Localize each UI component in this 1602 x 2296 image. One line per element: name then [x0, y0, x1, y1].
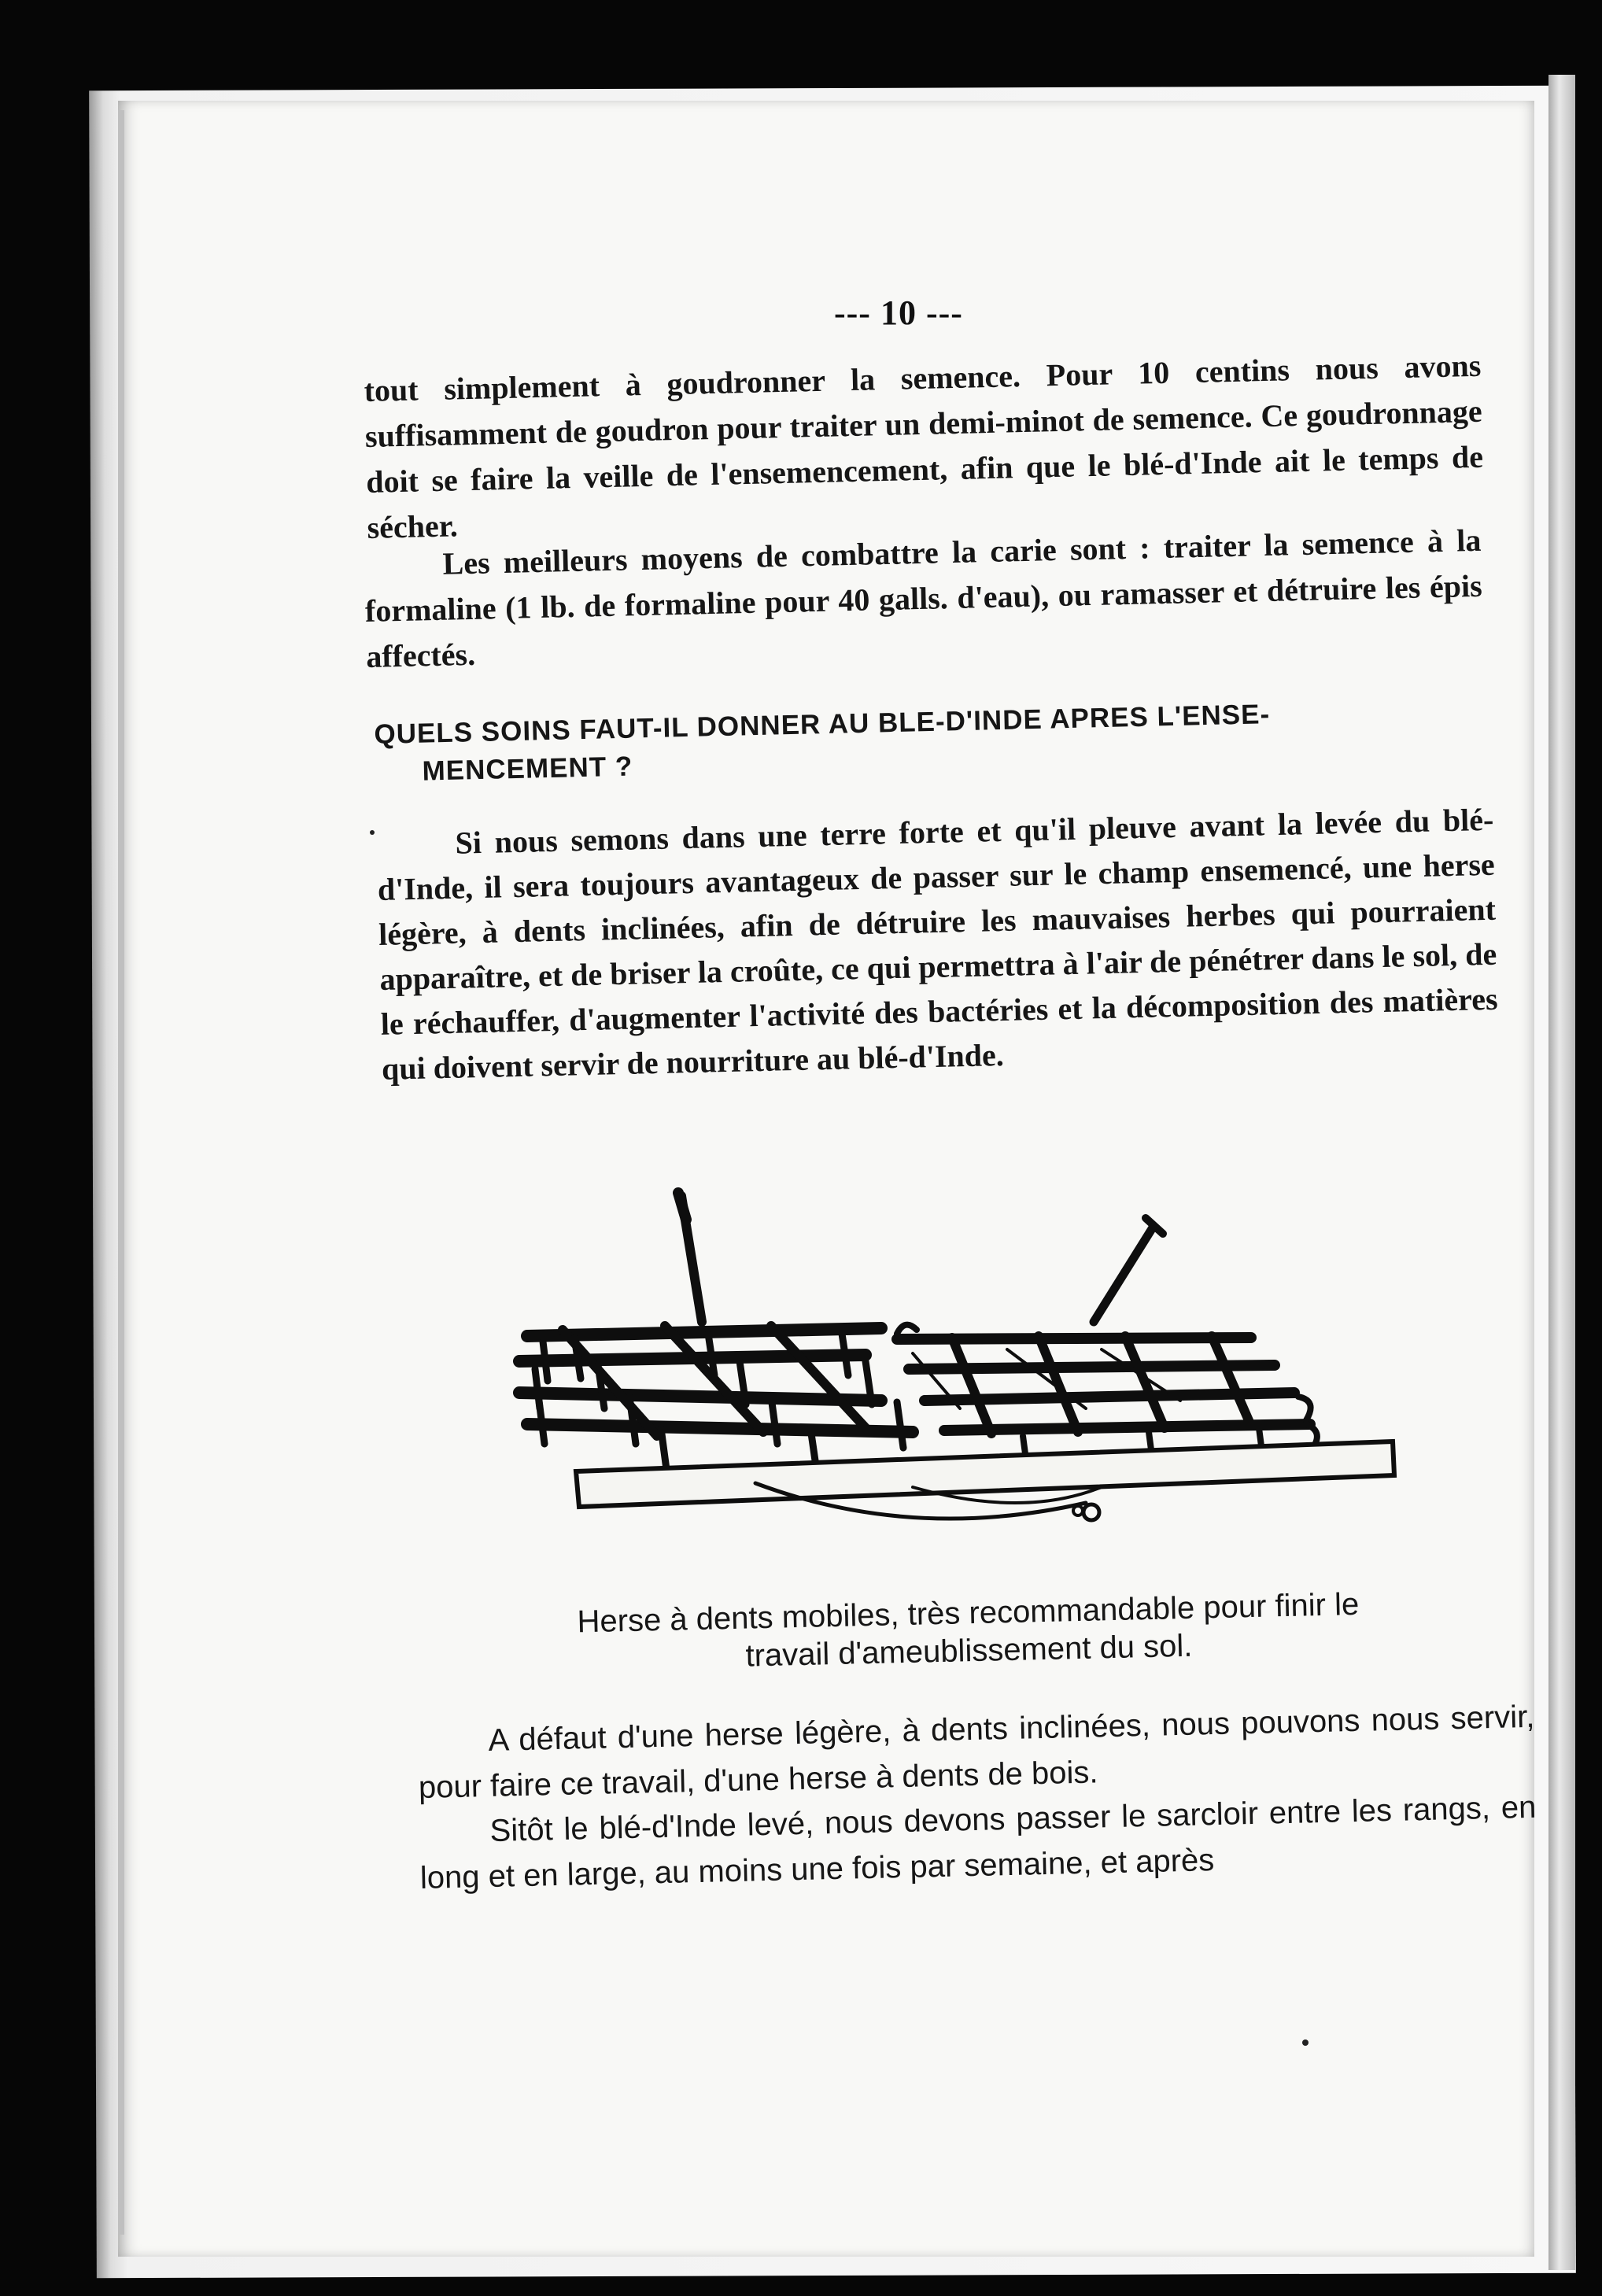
page-number: --- 10 ---: [834, 293, 963, 332]
heading-line-2: MENCEMENT ?: [422, 751, 633, 787]
paragraph-goudronnage: tout simplement à goudronner la semence. Pour 10 centins nous avons suffisamment de goudron pour traiter un demi-minot de semence. Ce goudronnage doit se faire la veille de l'ensemencement, afin que le blé-d'Inde ait le temps de sécher.: [364, 347, 1484, 545]
paragraph-herse: Si nous semons dans une terre forte et qu'il pleuve avant la levée du blé-d'Inde, il sera toujours avantageux de passer sur le champ ensemencé, une herse légère, à dents inclinées, afin de détruire les mauvaises herbes qui pourraient apparaître, et de briser la croûte, ce qui permettra à l'air de pénétrer dans le sol, de le réchauffer, d'augmenter l'activité des bactéries et la décomposition des matières qui doivent servir de nourriture au blé-d'Inde.: [377, 801, 1498, 1087]
caption-line-1: Herse à dents mobiles, très recommandable pour finir le: [577, 1586, 1360, 1640]
paragraph-carie: Les meilleurs moyens de combattre la carie sont : traiter la semence à la formaline (1 lb. de formaline pour 40 galls. d'eau), ou ramasser et détruire les épis affectés.: [364, 522, 1483, 674]
binding-shadow: [118, 110, 124, 2235]
ink-speck: [1302, 2039, 1309, 2046]
paragraph-sarcloir: Sitôt le blé-d'Inde levé, nous devons passer le sarcloir entre les rangs, en long et en large, au moins une fois par semaine, et après: [419, 1789, 1537, 1895]
paragraph-herse-bois: A défaut d'une herse légère, à dents inclinées, nous pouvons nous servir, pour faire ce travail, d'une herse à dents de bois.: [418, 1699, 1535, 1805]
caption-line-2: travail d'ameublissement du sol.: [745, 1628, 1193, 1674]
harrow-icon: [472, 1172, 1401, 1582]
harrow-illustration: [472, 1172, 1401, 1582]
adjacent-page-edge: [1548, 75, 1575, 2270]
ink-speck: [370, 830, 375, 835]
heading-line-1: QUELS SOINS FAUT-IL DONNER AU BLE-D'INDE APRES L'ENSE-: [374, 699, 1271, 750]
